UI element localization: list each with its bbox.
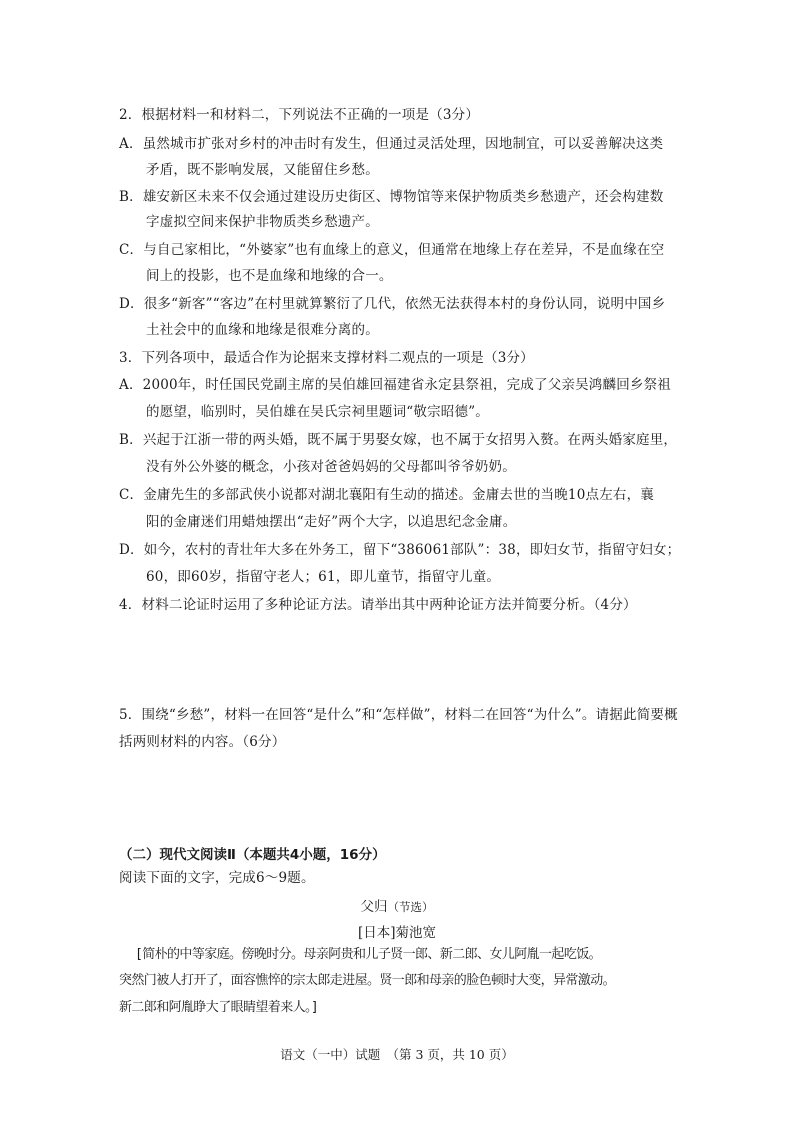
- q2-option-c-line1: C．与自己家相比，“外婆家”也有血缘上的意义，但通常在地缘上存在差异，不是血缘在空: [119, 242, 665, 258]
- passage-title-note: （节选）: [387, 900, 434, 914]
- q3-option-c-line1: C．金庸先生的多部武侠小说都对湖北襄阳有生动的描述。金庸去世的当晚10点左右，襄: [119, 487, 655, 503]
- stage-direction-line1: [简朴的中等家庭。傍晚时分。母亲阿贵和儿子贤一郎、新二郎、女儿阿胤一起吃饭。: [135, 947, 602, 962]
- q2-option-a-line1: A．虽然城市扩张对乡村的冲击时有发生，但通过灵活处理，因地制宜，可以妥善解决这类: [119, 136, 664, 152]
- reading-instruction: 阅读下面的文字，完成6～9题。: [119, 870, 315, 886]
- page-footer: 语文（一中）试题 （第 3 页，共 10 页）: [280, 1047, 514, 1062]
- q2-option-a-line2: 矛盾，既不影响发展，又能留住乡愁。: [146, 162, 379, 178]
- q2-stem: 2．根据材料一和材料二，下列说法不正确的一项是（3分）: [119, 107, 480, 123]
- q3-option-b-line2: 没有外公外婆的概念，小孩对爸爸妈妈的父母都叫爷爷奶奶。: [146, 459, 516, 475]
- q3-stem: 3．下列各项中，最适合作为论据来支撑材料二观点的一项是（3分）: [119, 350, 534, 366]
- passage-title: [0, 895, 794, 915]
- q2-option-c-line2: 间上的投影，也不是血缘和地缘的合一。: [146, 268, 393, 284]
- q3-option-d-line1: D．如今，农村的青壮年大多在外务工，留下“386061部队”：38，即妇女节，指留守妇女；: [119, 542, 681, 558]
- q2-option-b-line2: 字虚拟空间来保护非物质类乡愁遗产。: [146, 214, 379, 230]
- q3-option-a-line2: 的愿望，临别时，吴伯雄在吴氏宗祠里题词“敬宗昭德”。: [146, 404, 490, 420]
- q5-line1: 5．围绕“乡愁”，材料一在回答“是什么”和“怎样做”，材料二在回答“为什么”。请据此简要概: [119, 707, 678, 723]
- q3-option-b-line1: B．兴起于江浙一带的两头婚，既不属于男娶女嫁，也不属于女招男入赘。在两头婚家庭里，: [119, 432, 678, 448]
- q4-stem: 4．材料二论证时运用了多种论证方法。请举出其中两种论证方法并简要分析。（4分）: [119, 597, 637, 613]
- section-heading: （二）现代文阅读Ⅱ（本题共4小题，16分）: [119, 847, 386, 863]
- stage-direction-line2: 突然门被人打开了，面容憔悴的宗太郎走进屋。贤一郎和母亲的脸色顿时大变，异常激动。: [119, 973, 616, 988]
- q3-option-d-line2: 60，即60岁，指留守老人；61，即儿童节，指留守儿童。: [146, 569, 501, 585]
- q3-option-c-line2: 阳的金庸迷们用蜡烛摆出“走好”两个大字，以追思纪念金庸。: [146, 514, 517, 530]
- passage-author: [日本]菊池宽: [357, 925, 437, 941]
- q3-option-a-line1: A．2000年，时任国民党副主席的吴伯雄回福建省永定县祭祖，完成了父亲吴鸿麟回乡祭祖: [119, 377, 672, 393]
- stage-direction-line3: 新二郎和阿胤睁大了眼睛望着来人。]: [119, 1000, 319, 1015]
- q2-option-d-line2: 土社会中的血缘和地缘是很难分离的。: [146, 322, 379, 338]
- passage-title-text: 父归: [360, 899, 388, 915]
- q5-line2: 括两则材料的内容。（6分）: [119, 734, 286, 750]
- q2-option-b-line1: B．雄安新区未来不仅会通过建设历史街区、博物馆等来保护物质类乡愁遗产，还会构建数: [119, 189, 664, 205]
- q2-option-d-line1: D．很多“新客”“客边”在村里就算繁衍了几代，依然无法获得本村的身份认同，说明中国乡: [119, 296, 666, 312]
